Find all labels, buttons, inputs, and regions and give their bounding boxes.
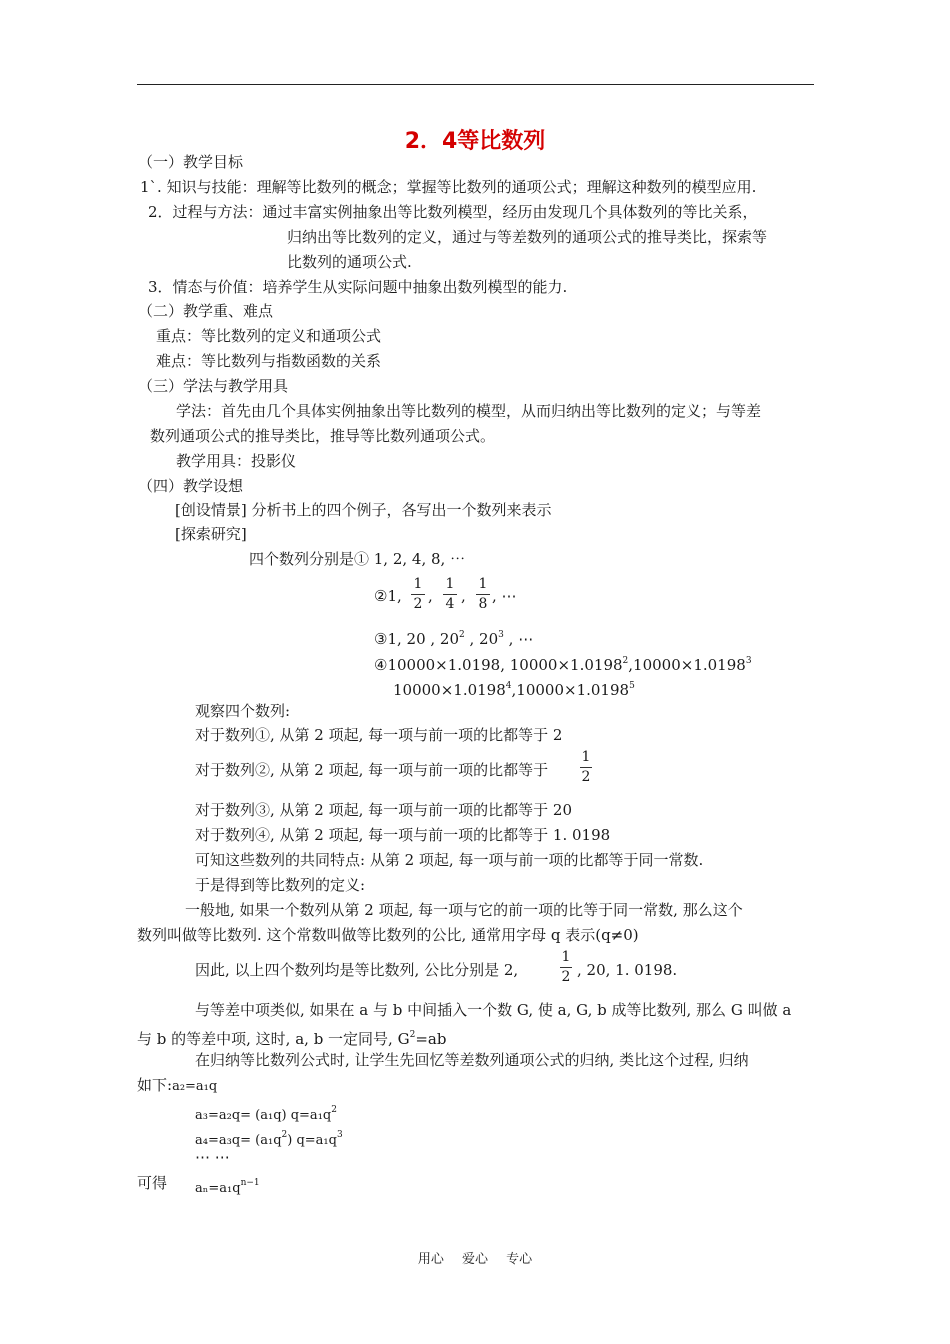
- scenario: [创设情景] 分析书上的四个例子，各写出一个数列来表示: [175, 501, 552, 519]
- formula-a3: a₃=a₂q= (a₁q) $q=a_1q^2$: [195, 1105, 337, 1123]
- sequence-2-fraction-half: 1 2: [411, 576, 425, 613]
- ratios-text: 因此, 以上四个数列均是等比数列, 公比分别是 2,: [195, 961, 519, 979]
- difficult-point: 难点：等比数列与指数函数的关系: [156, 352, 382, 370]
- ellipsis: ⋯ ⋯: [195, 1148, 230, 1166]
- geometric-mean-line-1: 与等差中项类似, 如果在 a 与 b 中间插入一个数 G, 使 a, G, b 成等比数列, 那么 G 叫做 a: [195, 1001, 792, 1019]
- goal-1: 1`. 知识与技能：理解等比数列的概念；掌握等比数列的通项公式；理解这种数列的模型应用.: [140, 178, 757, 196]
- observe: 观察四个数列:: [195, 702, 291, 720]
- common-feature: 可知这些数列的共同特点: 从第 2 项起, 每一项与前一项的比都等于同一常数.: [195, 851, 704, 869]
- goal-2-line-1: 2．过程与方法：通过丰富实例抽象出等比数列模型，经历由发现几个具体数列的等比关系，: [148, 203, 758, 221]
- sequence-2-fraction-quarter: 1 4: [443, 576, 457, 613]
- section-1-heading: （一）教学目标: [138, 153, 244, 171]
- explore: [探索研究]: [175, 525, 247, 543]
- ratios-tail: , 20, 1. 0198.: [577, 961, 678, 979]
- observation-1: 对于数列①, 从第 2 项起, 每一项与前一项的比都等于 2: [195, 726, 563, 744]
- page-title: 2．4等比数列: [404, 129, 546, 154]
- sequence-4-line-1: ④10000×1.0198, $10000\times 1.0198^2,10000\times 1.0198^3$: [374, 656, 752, 674]
- ratios-fraction: 1 2: [561, 949, 571, 985]
- definition-line-2: 数列叫做等比数列. 这个常数叫做等比数列的公比, 通常用字母 q 表示(q≠0): [137, 926, 639, 944]
- induction-line-2: 如下:a₂=a₁q: [137, 1076, 218, 1094]
- tools: 教学用具：投影仪: [176, 452, 297, 470]
- induction-line-1: 在归纳等比数列公式时, 让学生先回忆等差数列通项公式的归纳, 类比这个过程, 归纳: [195, 1051, 749, 1069]
- sequence-intro: 四个数列分别是① 1, 2, 4, 8, ⋯: [249, 550, 466, 568]
- conclusion-label: 可得: [137, 1174, 168, 1192]
- sequence-2-suffix: , ⋯: [492, 587, 517, 605]
- observation-2-fraction: 1 2: [581, 749, 591, 785]
- observation-3: 对于数列③, 从第 2 项起, 每一项与前一项的比都等于 20: [195, 801, 573, 819]
- sequence-4-line-2: $10000\times 1.0198^4,10000\times 1.0198^5$: [393, 681, 635, 699]
- page-footer: 用心 爱心 专心: [417, 1252, 533, 1267]
- geometric-mean-line-2: 与 b 的等差中项, 这时, a, b 一定同号, $G^2=ab$: [137, 1030, 447, 1048]
- goal-2-line-2: 归纳出等比数列的定义，通过与等差数列的通项公式的推导类比，探索等: [287, 228, 768, 246]
- section-2-heading: （二）教学重、难点: [138, 302, 274, 320]
- method-line-2: 数列通项公式的推导类比，推导等比数列通项公式。: [150, 427, 496, 445]
- definition-line-1: 一般地, 如果一个数列从第 2 项起, 每一项与它的前一项的比等于同一常数, 那么这个: [185, 901, 743, 919]
- header-rule: [137, 84, 814, 85]
- definition-intro: 于是得到等比数列的定义:: [195, 876, 366, 894]
- sequence-2-fraction-eighth: 1 8: [476, 576, 490, 613]
- observation-2: 对于数列②, 从第 2 项起, 每一项与前一项的比都等于: [195, 761, 549, 779]
- general-formula: $a_n=a_1q^{n-1}$: [195, 1178, 260, 1196]
- key-point: 重点：等比数列的定义和通项公式: [156, 327, 382, 345]
- formula-a4: $a_4=a_3q= (a_1q^2)$ $q=a_1q^3$: [195, 1130, 343, 1148]
- sequence-3: ③1, 20 , $20^2$ , $20^3$ , ⋯: [374, 630, 534, 648]
- sequence-2-prefix: ②1,: [374, 587, 402, 605]
- goal-3: 3．情态与价值：培养学生从实际问题中抽象出数列模型的能力.: [148, 278, 568, 296]
- section-3-heading: （三）学法与教学用具: [138, 377, 289, 395]
- observation-4: 对于数列④, 从第 2 项起, 每一项与前一项的比都等于 1. 0198: [195, 826, 611, 844]
- method-line-1: 学法：首先由几个具体实例抽象出等比数列的模型，从而归纳出等比数列的定义；与等差: [176, 402, 762, 420]
- goal-2-line-3: 比数列的通项公式.: [287, 253, 412, 271]
- section-4-heading: （四）教学设想: [138, 477, 244, 495]
